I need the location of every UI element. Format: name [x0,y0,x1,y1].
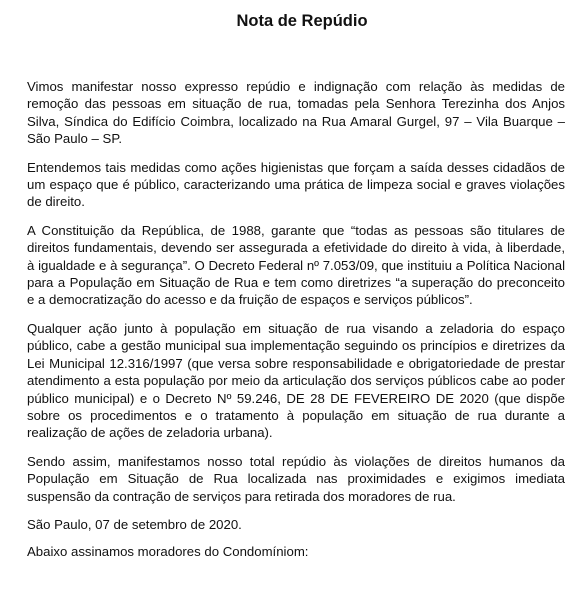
paragraph-conclusao: Sendo assim, manifestamos nosso total repúdio às violações de direitos humanos da População em Situação de Rua localizada nas proximidades e exigimos imediata suspensão da contração de serviços para retirada dos moradores de rua. [27,453,565,504]
paragraph-date-line: São Paulo, 07 de setembro de 2020. [27,516,242,532]
document-title: Nota de Repúdio [236,12,368,30]
paragraph-repudio-intro: Vimos manifestar nosso expresso repúdio e indignação com relação às medidas de remoção das pessoas em situação de rua, tomadas pela Senhora Terezinha dos Anjos Silva, Síndica do Edifício Coimbra, localizado na Rua Amaral Gurgel, 97 – Vila Buarque – São Paulo – SP. [27,79,565,147]
paragraph-signature-intro: Abaixo assinamos moradores do Condomíniom: [27,544,309,560]
paragraph-constituicao: A Constituição da República, de 1988, garante que “todas as pessoas são titulares de direitos fundamentais, devendo ser assegurada a efetividade do direito à vida, à liberdade, à igualdade e à segurança”. O Decreto Federal nº 7.053/09, que instituiu a Política Nacional para a População em Situação de Rua e tem como diretrizes “a superação do preconceito e a democratização do acesso e da fruição de espaços e serviços públicos”. [27,222,565,308]
paragraph-zeladoria: Qualquer ação junto à população em situação de rua visando a zeladoria do espaço público, cabe a gestão municipal sua implementação seguindo os princípios e diretrizes da Lei Municipal 12.316/1997 (que versa sobre responsabilidade e obrigatoriedade de prestar atendimento a esta população por meio da articulação dos serviços públicos cabe ao poder público municipal) e o Decreto Nº 59.246, DE 28 DE FEVEREIRO DE 2020 (que dispõe sobre os procedimentos e o tratamento à população em situação de rua durante a realização de ações de zeladoria urbana). [27,320,565,441]
paragraph-higienistas: Entendemos tais medidas como ações higienistas que forçam a saída desses cidadãos de um espaço que é público, caracterizando uma prática de limpeza social e graves violações de direito. [27,159,565,210]
